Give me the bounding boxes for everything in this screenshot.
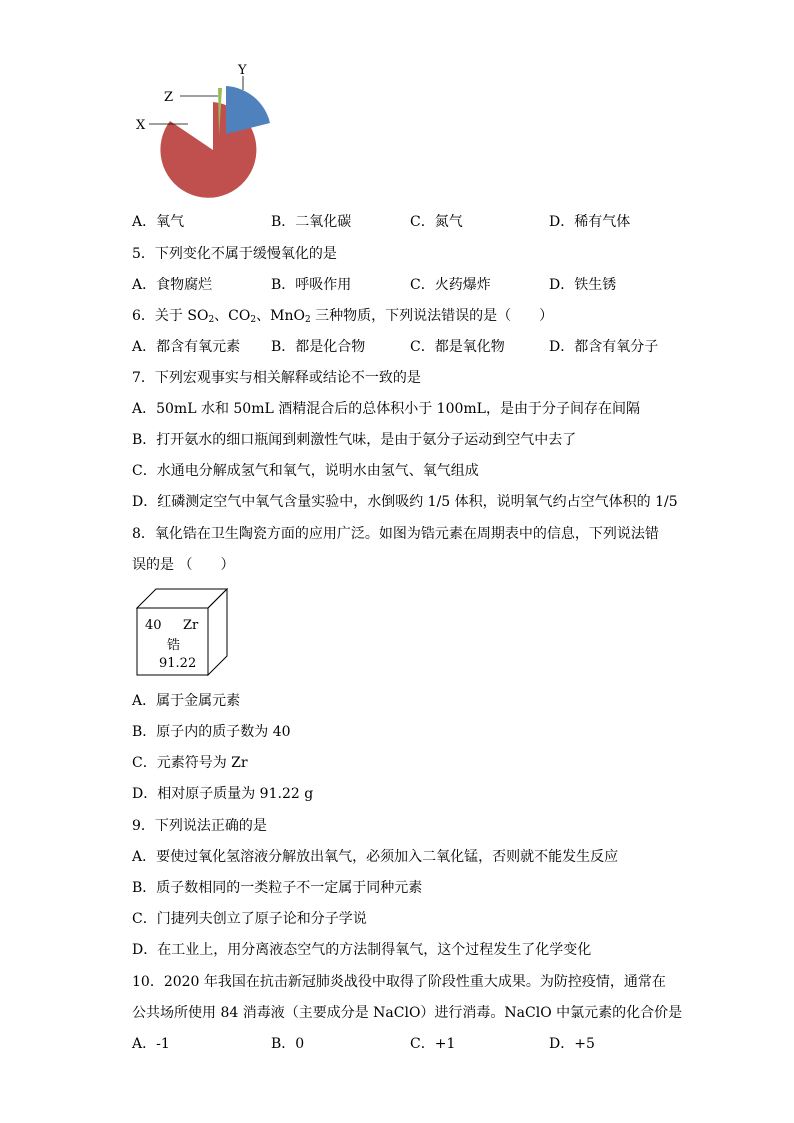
q10-stem-line2: 公共场所使用 84 消毒液（主要成分是 NaClO）进行消毒。NaClO 中氯元素的化合价是: [132, 1005, 683, 1021]
q8-option-a[interactable]: A．属于金属元素: [132, 693, 241, 709]
pie-label-y: Y: [238, 63, 247, 78]
q9-option-c[interactable]: C．门捷列夫创立了原子论和分子学说: [132, 911, 367, 927]
q8-option-d[interactable]: D．相对原子质量为 91.22 g: [132, 786, 314, 802]
q6-option-d[interactable]: D．都含有氧分子: [549, 339, 659, 355]
q5-stem: 5．下列变化不属于缓慢氧化的是: [132, 246, 337, 262]
q8-stem-line1: 8．氧化锆在卫生陶瓷方面的应用广泛。如图为锆元素在周期表中的信息，下列说法错: [132, 526, 659, 542]
element-name: 锆: [167, 638, 181, 653]
q10-option-b[interactable]: B．0: [271, 1036, 305, 1052]
q10-option-a[interactable]: A．-1: [132, 1036, 170, 1052]
pie-svg: [130, 58, 280, 203]
q7-stem: 7．下列宏观事实与相关解释或结论不一致的是: [132, 370, 421, 386]
element-symbol: Zr: [183, 618, 199, 633]
q9-stem: 9．下列说法正确的是: [132, 818, 267, 834]
q6-option-a[interactable]: A．都含有氧元素: [132, 339, 241, 355]
q10-stem-line1: 10．2020 年我国在抗击新冠肺炎战役中取得了阶段性重大成果。为防控疫情，通常在: [132, 974, 666, 990]
q6-stem-part: 、CO: [214, 308, 251, 324]
periodic-element-card: [136, 588, 228, 676]
q6-stem-part: 6．关于 SO: [132, 308, 209, 324]
q6-option-c[interactable]: C．都是氧化物: [410, 339, 505, 355]
q9-option-d[interactable]: D．在工业上，用分离液态空气的方法制得氧气，这个过程发生了化学变化: [132, 942, 592, 958]
q8-option-b[interactable]: B．原子内的质子数为 40: [132, 724, 291, 740]
q5-option-a[interactable]: A．食物腐烂: [132, 277, 213, 293]
q6-stem-part: 、MnO: [256, 308, 305, 324]
q7-option-c[interactable]: C．水通电分解成氢气和氧气，说明水由氢气、氧气组成: [132, 463, 479, 479]
q8-option-c[interactable]: C．元素符号为 Zr: [132, 755, 248, 771]
q4-option-d[interactable]: D．稀有气体: [549, 214, 631, 230]
q4-option-c[interactable]: C．氮气: [410, 214, 463, 230]
q9-option-a[interactable]: A．要使过氧化氢溶液分解放出氧气，必须加入二氧化锰，否则就不能发生反应: [132, 849, 619, 865]
q10-option-c[interactable]: C．+1: [410, 1036, 456, 1052]
q10-option-d[interactable]: D．+5: [549, 1036, 595, 1052]
subscript: 2: [208, 315, 215, 325]
subscript: 2: [304, 315, 311, 325]
q8-stem-line2: 误的是 （ ）: [132, 557, 235, 573]
q4-option-b[interactable]: B．二氧化碳: [271, 214, 352, 230]
pie-label-z: Z: [164, 90, 174, 105]
q5-option-d[interactable]: D．铁生锈: [549, 277, 617, 293]
subscript: 2: [250, 315, 257, 325]
q7-option-a[interactable]: A．50mL 水和 50mL 酒精混合后的总体积小于 100mL，是由于分子间存在间隔: [132, 401, 640, 417]
q6-stem-part: 三种物质，下列说法错误的是（ ）: [310, 308, 554, 324]
q5-option-c[interactable]: C．火药爆炸: [410, 277, 491, 293]
q9-option-b[interactable]: B．质子数相同的一类粒子不一定属于同种元素: [132, 880, 423, 896]
q6-stem: [132, 307, 553, 325]
q6-option-b[interactable]: B．都是化合物: [271, 339, 366, 355]
q5-option-b[interactable]: B．呼吸作用: [271, 277, 352, 293]
q7-option-d[interactable]: D．红磷测定空气中氧气含量实验中，水倒吸约 1/5 体积，说明氧气约占空气体积的 1/5: [132, 494, 678, 510]
q4-option-a[interactable]: A．氧气: [132, 214, 185, 230]
q7-option-b[interactable]: B．打开氨水的细口瓶闻到刺激性气味，是由于氨分子运动到空气中去了: [132, 432, 577, 448]
element-atomic-number: 40: [145, 618, 162, 633]
pie-label-x: X: [136, 118, 146, 133]
pie-slice-y: [226, 86, 270, 134]
element-atomic-mass: 91.22: [159, 656, 197, 671]
air-composition-pie-figure: [130, 58, 280, 203]
